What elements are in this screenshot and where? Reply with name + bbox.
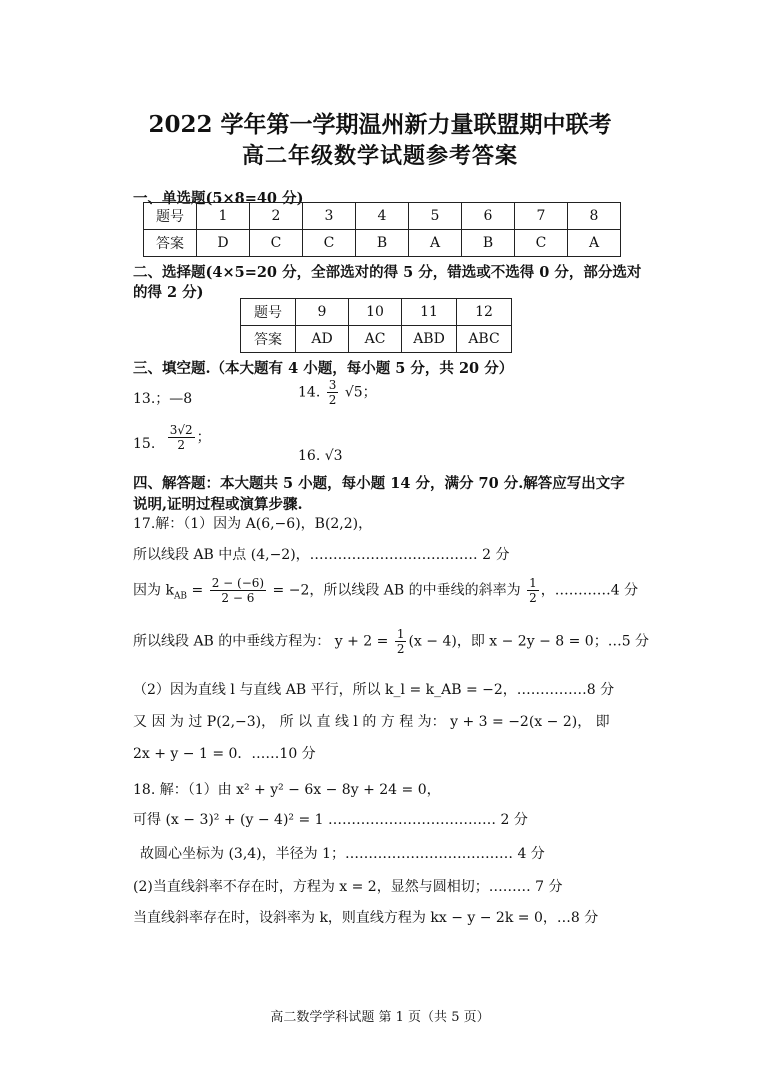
table-cell: 答案 xyxy=(144,230,197,257)
table-cell: D xyxy=(197,230,250,257)
doc-subtitle: 高二年级数学试题参考答案 xyxy=(241,143,518,169)
page-footer: 高二数学学科试题 第 1 页（共 5 页） xyxy=(270,1010,490,1025)
text: ，…………4 分 xyxy=(540,582,639,599)
table-cell: 2 xyxy=(250,203,303,230)
table-cell: AD xyxy=(296,326,349,353)
semicolon: ； xyxy=(362,384,377,401)
answer-13: 13.；—8 xyxy=(133,391,193,407)
table-cell: 4 xyxy=(356,203,409,230)
table-cell: C xyxy=(250,230,303,257)
table-cell: 题号 xyxy=(144,203,197,230)
table-cell: 10 xyxy=(349,299,402,326)
numerator: 3 xyxy=(328,378,337,392)
solution-line xyxy=(133,627,649,656)
label-15: 15. xyxy=(133,436,156,452)
sec3-heading: 三、填空题.（本大题有 4 小题，每小题 5 分，共 20 分） xyxy=(133,360,514,377)
sec4-heading-line1: 四、解答题：本大题共 5 小题，每小题 14 分，满分 70 分.解答应写出文字 xyxy=(133,475,625,492)
table-cell: B xyxy=(356,230,409,257)
answer-14 xyxy=(298,378,377,407)
solution-line: 故圆心坐标为 (3,4)，半径为 1；……………………………… 4 分 xyxy=(140,846,545,862)
subscript: AB xyxy=(173,591,188,602)
radical: √5 xyxy=(344,384,363,401)
sec2-heading-line2: 的得 2 分) xyxy=(133,284,204,301)
fraction xyxy=(527,576,539,605)
table-row xyxy=(144,203,621,230)
solution-line: 当直线斜率存在时，设斜率为 k，则直线方程为 kx − y − 2k = 0，…8 分 xyxy=(133,910,599,926)
table-cell: 5 xyxy=(409,203,462,230)
answer-15 xyxy=(133,423,211,452)
label-14: 14. xyxy=(298,384,321,401)
doc-title: 2022 学年第一学期温州新力量联盟期中联考 xyxy=(148,111,612,138)
text: = xyxy=(187,582,208,599)
table-cell: 答案 xyxy=(241,326,296,353)
fraction xyxy=(395,627,407,656)
table-cell: ABC xyxy=(457,326,512,353)
sec1-heading: 一、单选题(5×8=40 分) xyxy=(133,190,304,207)
denominator: 2 xyxy=(529,591,537,605)
solution-line: 又 因 为 过 P(2,−3)， 所 以 直 线 l 的 方 程 为： y + 3 = −2(x − 2)， 即 xyxy=(133,714,610,730)
text: 所以线段 AB 的中垂线方程为： y + 2 = xyxy=(133,633,393,650)
solution-line: 2x + y − 1 = 0．……10 分 xyxy=(133,746,316,762)
solution-line: (2)当直线斜率不存在时，方程为 x = 2，显然与圆相切；……… 7 分 xyxy=(133,879,563,895)
table-row xyxy=(144,230,621,257)
table-row xyxy=(241,299,512,326)
sec1-answer-table xyxy=(143,202,621,257)
solution-line: 所以线段 AB 中点 (4,−2)，……………………………… 2 分 xyxy=(133,547,510,563)
table-cell: 12 xyxy=(457,299,512,326)
answer-16 xyxy=(298,448,343,464)
table-cell: 11 xyxy=(402,299,457,326)
solution-line: （2）因为直线 l 与直线 AB 平行，所以 k_l = k_AB = −2，……………8 分 xyxy=(133,682,615,698)
fraction xyxy=(327,378,339,407)
table-cell: 7 xyxy=(515,203,568,230)
sec2-heading-line1: 二、选择题(4×5=20 分，全部选对的得 5 分，错选或不选得 0 分，部分选对 xyxy=(133,264,642,281)
numerator: 2 − (−6) xyxy=(211,576,265,590)
denominator: 2 xyxy=(396,642,405,656)
value-16: √3 xyxy=(324,448,343,464)
table-cell: B xyxy=(462,230,515,257)
label-16: 16. xyxy=(298,448,321,464)
table-cell: C xyxy=(303,230,356,257)
sec2-answer-table xyxy=(240,298,512,353)
text: (x − 4)，即 x − 2y − 8 = 0；…5 分 xyxy=(408,633,650,650)
text: 因为 k xyxy=(133,582,174,599)
denominator: 2 − 6 xyxy=(221,591,255,605)
table-cell: 1 xyxy=(197,203,250,230)
table-cell: A xyxy=(568,230,621,257)
solution-line: 17.解：（1）因为 A(6,−6)，B(2,2)， xyxy=(133,516,373,532)
numerator: 1 xyxy=(529,576,537,590)
semicolon: ； xyxy=(196,429,211,446)
table-cell: 3 xyxy=(303,203,356,230)
table-row xyxy=(241,326,512,353)
fraction xyxy=(210,576,266,605)
table-cell: 6 xyxy=(462,203,515,230)
fraction xyxy=(168,423,195,452)
denominator: 2 xyxy=(328,393,337,407)
table-cell: ABD xyxy=(402,326,457,353)
solution-line: 可得 (x − 3)² + (y − 4)² = 1 ……………………………… 2 分 xyxy=(133,812,528,828)
denominator: 2 xyxy=(177,438,185,452)
solution-line xyxy=(133,576,638,605)
table-cell: 题号 xyxy=(241,299,296,326)
table-cell: A xyxy=(409,230,462,257)
table-cell: C xyxy=(515,230,568,257)
sec4-heading-line2: 说明,证明过程或演算步骤. xyxy=(133,496,303,513)
solution-line: 18. 解：（1）由 x² + y² − 6x − 8y + 24 = 0， xyxy=(133,782,441,798)
text: = −2，所以线段 AB 的中垂线的斜率为 xyxy=(268,582,521,599)
table-cell: 8 xyxy=(568,203,621,230)
table-cell: 9 xyxy=(296,299,349,326)
numerator: 3√2 xyxy=(169,423,193,437)
numerator: 1 xyxy=(396,627,405,641)
table-cell: AC xyxy=(349,326,402,353)
